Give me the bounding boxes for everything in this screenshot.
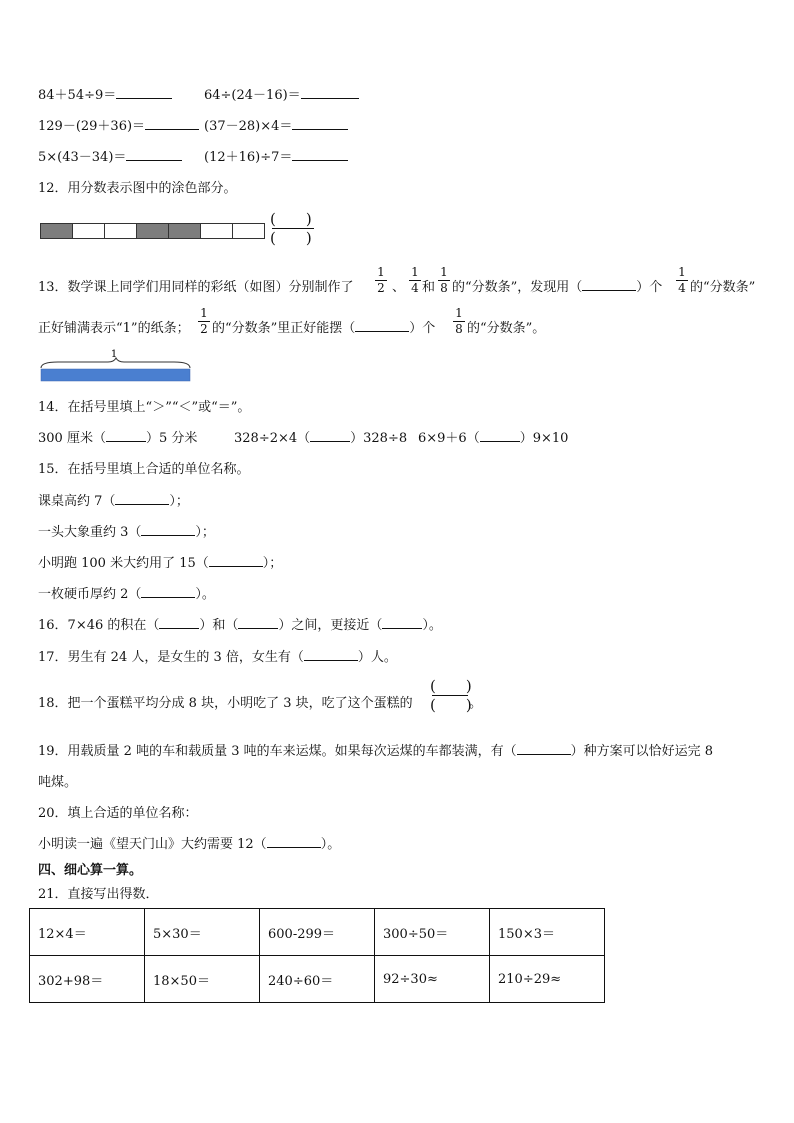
- answer-blank: [517, 740, 571, 755]
- q18-end: 。: [469, 696, 483, 711]
- q15-text: 15．在括号里填上合适的单位名称。: [38, 462, 250, 477]
- fraction-denominator: 8: [440, 281, 448, 295]
- strip-cell: [105, 224, 137, 238]
- fraction-quarter-2: [676, 266, 688, 295]
- answer-blank: [267, 833, 321, 848]
- q13-sep: 、: [392, 280, 406, 295]
- q14-text: 14．在括号里填上“＞”“＜”或“＝”。: [38, 400, 251, 415]
- table-row: [30, 956, 605, 1003]
- answer-blank: [310, 427, 350, 442]
- strip-cell-shaded: [137, 224, 169, 238]
- calc-row-1b: 64÷(24－16)＝: [204, 84, 359, 103]
- fraction-denominator: ( ): [430, 696, 472, 714]
- table-cell: 12×4＝: [30, 909, 145, 956]
- strip-cell-shaded: [41, 224, 73, 238]
- paper-strip-figure: [38, 348, 194, 384]
- q13-line2-a: 正好铺满表示“1”的纸条；: [38, 321, 190, 336]
- q20-item: 小明读一遍《望天门山》大约需要 12（ ）。: [38, 833, 340, 852]
- q13-and: 和: [422, 280, 436, 295]
- q21-text: 21．直接写出得数．: [38, 887, 159, 902]
- strip-cell-shaded: [169, 224, 201, 238]
- fraction-half-2: [198, 307, 210, 336]
- strip-cell: [233, 224, 264, 238]
- q15-item-2: 一头大象重约 3（ ）；: [38, 521, 215, 540]
- fraction-numerator: ( ): [270, 210, 312, 228]
- q14-item-1: 300 厘米（ ）5 分米: [38, 427, 197, 446]
- q16-text: 16．7×46 的积在（ ）和（ ）之间，更接近（ ）。: [38, 614, 442, 633]
- fraction-numerator: 1: [377, 265, 385, 279]
- answer-blank: [480, 427, 520, 442]
- answer-blank: [145, 115, 199, 130]
- calc-row-3a: 5×(43－34)＝: [38, 146, 182, 165]
- strip-cell: [201, 224, 233, 238]
- q15-item-1: 课桌高约 7（ ）；: [38, 490, 189, 509]
- table-cell: 92÷30≈: [375, 956, 490, 1003]
- calc-row-3b: (12＋16)÷7＝: [204, 146, 348, 165]
- fraction-denominator: ( ): [270, 229, 312, 247]
- answer-blank: [292, 146, 348, 161]
- calc-row-2a: 129－(29＋36)＝: [38, 115, 199, 134]
- q14-item-3: 6×9＋6（ ）9×10: [418, 427, 568, 446]
- table-cell: 240÷60＝: [260, 956, 375, 1003]
- answer-blank: [141, 583, 195, 598]
- fraction-quarter: [409, 266, 421, 295]
- answer-fraction: [430, 678, 472, 713]
- q13-text-2: 的“分数条”，发现用（ ）个: [452, 276, 662, 295]
- q18-text: 18．把一个蛋糕平均分成 8 块，小明吃了 3 块，吃了这个蛋糕的: [38, 696, 413, 711]
- shaded-strip: [40, 223, 265, 239]
- answer-blank: [301, 84, 359, 99]
- q13-line2-c: 的“分数条”。: [467, 321, 546, 336]
- table-cell: 18×50＝: [145, 956, 260, 1003]
- fraction-eighth-2: [453, 307, 465, 336]
- q13-text-3: 的“分数条”: [690, 280, 756, 295]
- answer-blank: [355, 317, 409, 332]
- paper-bar: [41, 369, 190, 381]
- q15-item-4: 一枚硬币厚约 2（ ）。: [38, 583, 215, 602]
- q14-item-2: 328÷2×4（ ）328÷8: [234, 427, 407, 446]
- table-row: [30, 909, 605, 956]
- fraction-denominator: 8: [455, 322, 463, 336]
- fraction-eighth: [438, 266, 450, 295]
- fraction-numerator: 1: [455, 306, 463, 320]
- fraction-half: [375, 266, 387, 295]
- strip-label: 1: [110, 349, 118, 360]
- fraction-numerator: 1: [678, 265, 686, 279]
- q12-text: 12．用分数表示图中的涂色部分。: [38, 181, 237, 196]
- brace: [41, 358, 190, 368]
- answer-blank: [382, 614, 422, 629]
- q13-text-1: 13．数学课上同学们用同样的彩纸（如图）分别制作了: [38, 280, 354, 295]
- q17-text: 17．男生有 24 人，是女生的 3 倍，女生有（ ）人。: [38, 646, 397, 665]
- table-cell: 600-299＝: [260, 909, 375, 956]
- table-cell: 210÷29≈: [490, 956, 605, 1003]
- q19-line-1: 19．用载质量 2 吨的车和载质量 3 吨的车来运煤。如果每次运煤的车都装满，有（ ）种方案可以恰好运完 8: [38, 740, 713, 759]
- q15-item-3: 小明跑 100 米大约用了 15（ ）；: [38, 552, 282, 571]
- fraction-denominator: 4: [411, 281, 419, 295]
- calc-row-2b: (37－28)×4＝: [204, 115, 348, 134]
- section-title: 四、细心算一算。: [38, 863, 143, 878]
- fraction-numerator: 1: [411, 265, 419, 279]
- answer-blank: [582, 276, 636, 291]
- table-cell: 300÷50＝: [375, 909, 490, 956]
- answer-blank: [126, 146, 182, 161]
- fraction-denominator: 2: [377, 281, 385, 295]
- table-cell: 302+98＝: [30, 956, 145, 1003]
- q13-line2-b: 的“分数条”里正好能摆（ ）个: [212, 317, 435, 336]
- fraction-numerator: ( ): [430, 677, 472, 695]
- q20-text: 20．填上合适的单位名称：: [38, 806, 198, 821]
- answer-blank: [159, 614, 199, 629]
- mental-math-table: [29, 908, 605, 1003]
- answer-fraction: [270, 211, 314, 246]
- answer-blank: [106, 427, 146, 442]
- table-cell: 150×3＝: [490, 909, 605, 956]
- fraction-numerator: 1: [200, 306, 208, 320]
- q19-line-2: 吨煤。: [38, 775, 78, 790]
- answer-blank: [292, 115, 348, 130]
- answer-blank: [304, 646, 358, 661]
- strip-cell: [73, 224, 105, 238]
- answer-blank: [141, 521, 195, 536]
- answer-blank: [209, 552, 263, 567]
- fraction-numerator: 1: [440, 265, 448, 279]
- fraction-denominator: 2: [200, 322, 208, 336]
- calc-row-1a: 84＋54÷9＝: [38, 84, 172, 103]
- answer-blank: [238, 614, 278, 629]
- answer-blank: [115, 490, 169, 505]
- table-cell: 5×30＝: [145, 909, 260, 956]
- fraction-denominator: 4: [678, 281, 686, 295]
- answer-blank: [116, 84, 172, 99]
